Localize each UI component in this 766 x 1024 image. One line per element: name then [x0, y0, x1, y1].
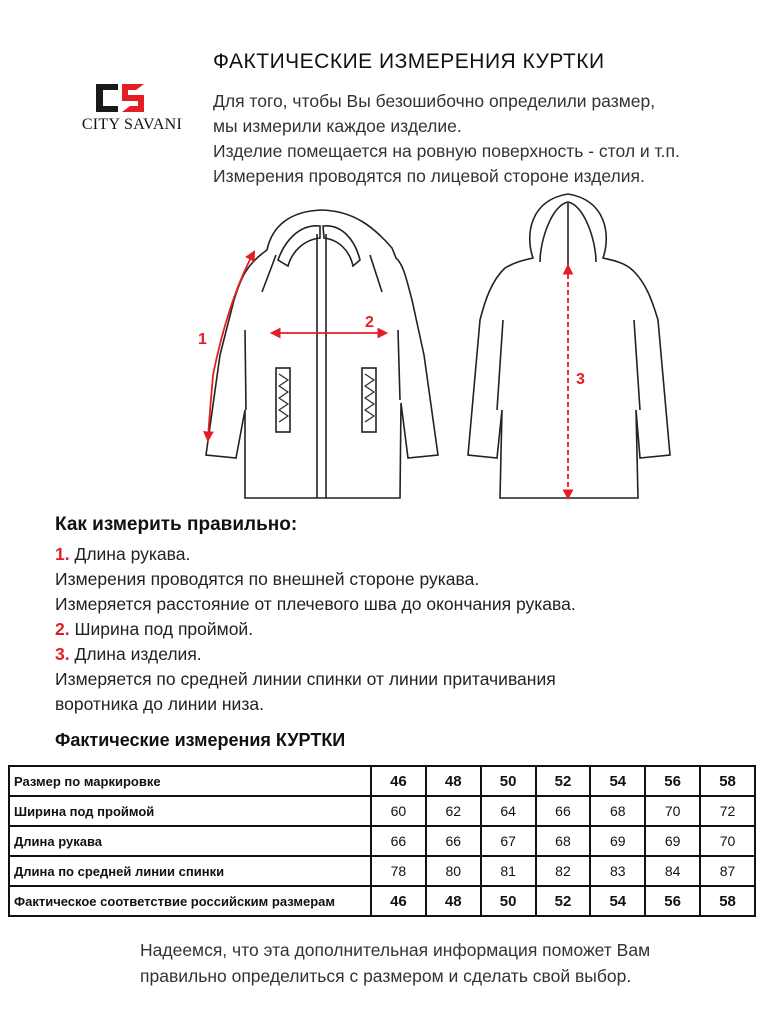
table-cell: 58 [700, 766, 755, 796]
howto-text: Длина изделия. [69, 644, 202, 664]
table-cell: 68 [536, 826, 591, 856]
table-cell: 80 [426, 856, 481, 886]
table-cell: 70 [700, 826, 755, 856]
row-label: Размер по маркировке [9, 766, 371, 796]
size-table [8, 765, 756, 917]
howto-heading: Как измерить правильно: [55, 514, 298, 535]
intro-line: Измерения проводятся по лицевой стороне изделия. [213, 166, 645, 186]
brand-mark-icon [92, 80, 172, 116]
table-cell: 83 [590, 856, 645, 886]
table-cell: 69 [645, 826, 700, 856]
table-cell: 67 [481, 826, 536, 856]
howto-line: Измеряется расстояние от плечевого шва до окончания рукава. [55, 594, 576, 614]
table-cell: 60 [371, 796, 426, 826]
table-cell: 52 [536, 886, 591, 916]
intro-line: Для того, чтобы Вы безошибочно определили размер, [213, 91, 656, 111]
table-row [9, 796, 755, 826]
marker-3: 3 [576, 371, 585, 388]
footer-line: правильно определиться с размером и сделать свой выбор. [140, 966, 632, 986]
intro-line: Изделие помещается на ровную поверхность - стол и т.п. [213, 141, 680, 161]
howto-line: Измерения проводятся по внешней стороне рукава. [55, 569, 480, 589]
howto-text: Длина рукава. [69, 544, 191, 564]
table-cell: 52 [536, 766, 591, 796]
table-row [9, 886, 755, 916]
row-label: Длина по средней линии спинки [9, 856, 371, 886]
marker-2: 2 [365, 314, 374, 331]
intro-text [213, 89, 753, 189]
howto-item-2 [55, 617, 735, 642]
table-cell: 82 [536, 856, 591, 886]
table-row [9, 766, 755, 796]
howto-item-1 [55, 542, 735, 567]
table-cell: 69 [590, 826, 645, 856]
intro-line: мы измерили каждое изделие. [213, 116, 462, 136]
table-cell: 72 [700, 796, 755, 826]
table-cell: 50 [481, 886, 536, 916]
brand-logo [72, 78, 192, 138]
table-cell: 81 [481, 856, 536, 886]
table-cell: 50 [481, 766, 536, 796]
table-row [9, 856, 755, 886]
table-cell: 84 [645, 856, 700, 886]
measurement-diagram [0, 190, 766, 510]
table-cell: 68 [590, 796, 645, 826]
table-cell: 78 [371, 856, 426, 886]
row-label: Длина рукава [9, 826, 371, 856]
footer-note [140, 937, 740, 989]
table-cell: 48 [426, 886, 481, 916]
table-cell: 46 [371, 766, 426, 796]
howto-line: воротника до линии низа. [55, 694, 264, 714]
table-cell: 56 [645, 886, 700, 916]
table-cell: 87 [700, 856, 755, 886]
jacket-front-icon [206, 210, 438, 498]
howto-text: Ширина под проймой. [69, 619, 254, 639]
table-row [9, 826, 755, 856]
jacket-back-icon [468, 194, 670, 498]
howto-num: 1. [55, 544, 70, 564]
howto-line: Измеряется по средней линии спинки от линии притачивания [55, 669, 556, 689]
brand-name: CITY SAVANI [81, 116, 183, 133]
table-title: Фактические измерения КУРТКИ [55, 730, 346, 750]
table-cell: 58 [700, 886, 755, 916]
howto-item-3 [55, 642, 735, 667]
howto-num: 3. [55, 644, 70, 664]
table-cell: 56 [645, 766, 700, 796]
marker-1: 1 [198, 331, 207, 348]
table-cell: 70 [645, 796, 700, 826]
row-label: Фактическое соответствие российским размерам [9, 886, 371, 916]
page-title: ФАКТИЧЕСКИЕ ИЗМЕРЕНИЯ КУРТКИ [213, 50, 605, 73]
row-label: Ширина под проймой [9, 796, 371, 826]
table-cell: 54 [590, 886, 645, 916]
table-cell: 48 [426, 766, 481, 796]
table-cell: 46 [371, 886, 426, 916]
table-cell: 64 [481, 796, 536, 826]
footer-line: Надеемся, что эта дополнительная информация поможет Вам [140, 940, 651, 960]
howto-num: 2. [55, 619, 70, 639]
table-cell: 62 [426, 796, 481, 826]
how-to-measure [55, 514, 735, 717]
table-cell: 66 [536, 796, 591, 826]
table-cell: 54 [590, 766, 645, 796]
table-cell: 66 [426, 826, 481, 856]
table-cell: 66 [371, 826, 426, 856]
